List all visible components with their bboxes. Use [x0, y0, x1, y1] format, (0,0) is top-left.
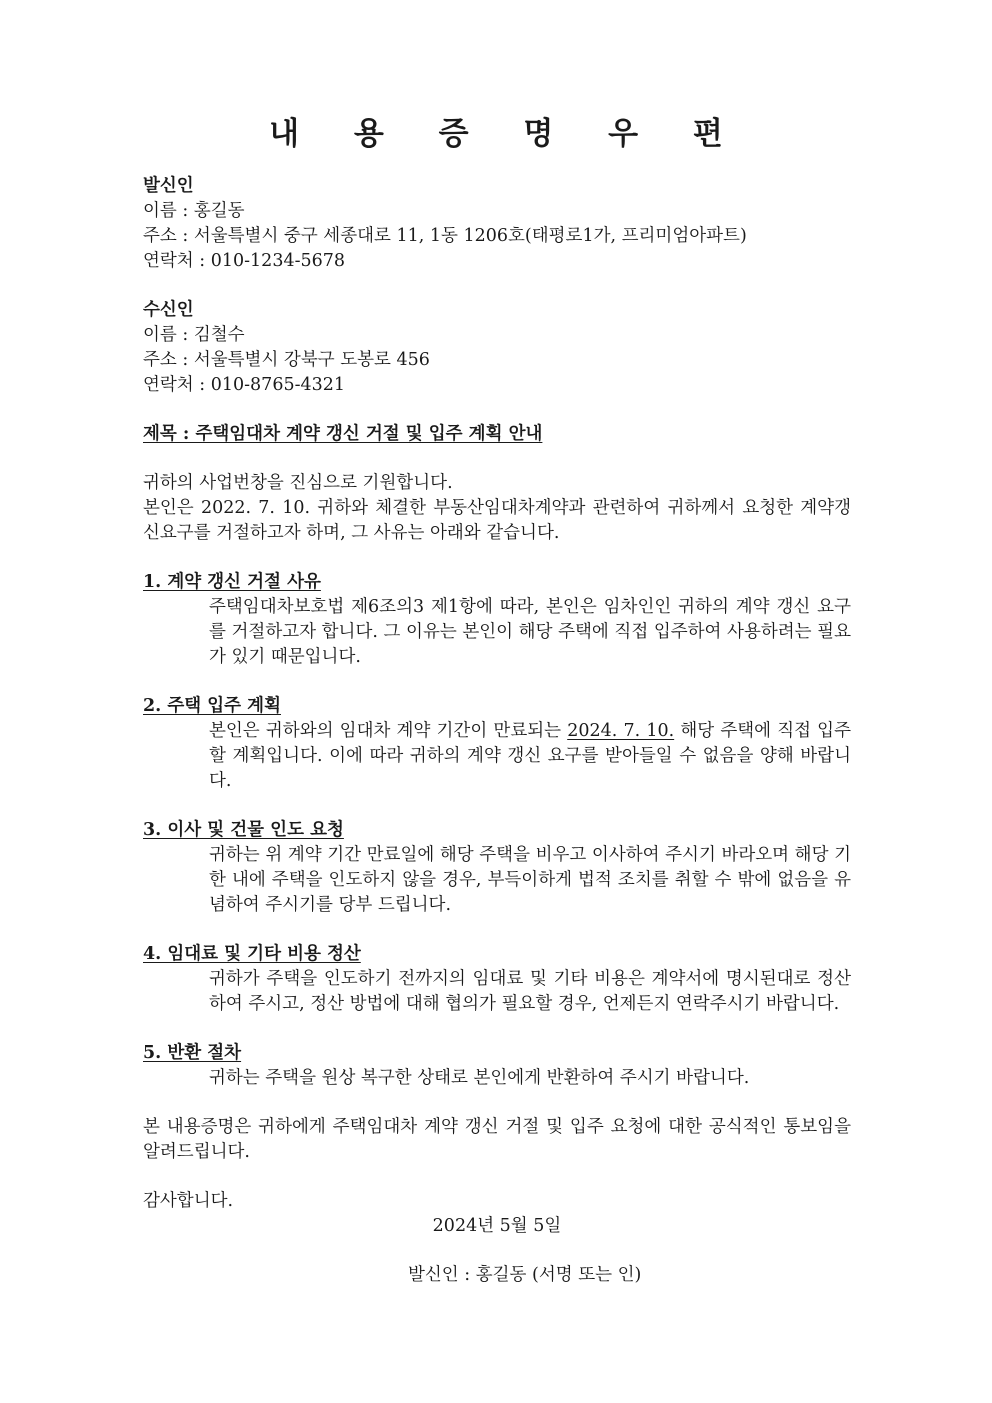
intro-body: 본인은 2022. 7. 10. 귀하와 체결한 부동산임대차계약과 관련하여 귀하께서 요청한 계약갱신요구를 거절하고자 하며, 그 사유는 아래와 같습니다.	[143, 498, 851, 543]
spacer	[143, 1239, 851, 1263]
section-5	[143, 1041, 851, 1091]
sender-signature: 발신인 : 홍길동 (서명 또는 인)	[408, 1265, 642, 1285]
receiver-heading: 수신인	[143, 300, 194, 320]
section-body-text: 본인은 귀하와의 임대차 계약 기간이 만료되는	[209, 721, 568, 741]
sender-name: 이름 : 홍길동	[143, 201, 245, 221]
section-heading: 4. 임대료 및 기타 비용 정산	[143, 944, 361, 964]
sender-block	[143, 174, 851, 274]
section-heading: 3. 이사 및 건물 인도 요청	[143, 820, 344, 840]
receiver-contact: 연락처 : 010-8765-4321	[143, 375, 346, 395]
intro-greeting: 귀하의 사업번창을 진심으로 기원합니다.	[143, 473, 453, 493]
spacer	[143, 918, 851, 942]
section-body: 귀하가 주택을 인도하기 전까지의 임대료 및 기타 비용은 계약서에 명시된대로 정산하여 주시고, 정산 방법에 대해 협의가 필요할 경우, 언제든지 연락주시기 바랍니다.	[209, 969, 851, 1014]
spacer	[143, 447, 851, 471]
section-4	[143, 942, 851, 1017]
receiver-name: 이름 : 김철수	[143, 325, 245, 345]
section-body	[209, 719, 851, 794]
section-1	[143, 570, 851, 670]
spacer	[143, 670, 851, 694]
section-body: 주택임대차보호법 제6조의3 제1항에 따라, 본인은 임차인인 귀하의 계약 갱신 요구를 거절하고자 합니다. 그 이유는 본인이 해당 주택에 직접 입주하여 사용하려는 필요가 있기 때문입니다.	[209, 597, 851, 667]
spacer	[143, 794, 851, 818]
document-title: 내 용 증 명 우 편	[269, 116, 745, 152]
section-body-text: 해당 주택에 직접 입주할 계획입니다. 이에 따라 귀하의 계약 갱신 요구를 받아들일 수 없음을 양해 바랍니다.	[209, 721, 851, 791]
sender-address: 주소 : 서울특별시 중구 세종대로 11, 1동 1206호(태평로1가, 프리미엄아파트)	[143, 226, 747, 246]
document-body	[143, 174, 851, 1288]
document-date: 2024년 5월 5일	[432, 1216, 562, 1236]
spacer	[143, 398, 851, 422]
move-in-date: 2024. 7. 10.	[567, 721, 675, 741]
section-3	[143, 818, 851, 918]
spacer	[143, 1017, 851, 1041]
section-heading: 5. 반환 절차	[143, 1043, 242, 1063]
receiver-block	[143, 298, 851, 398]
section-body: 귀하는 위 계약 기간 만료일에 해당 주택을 비우고 이사하여 주시기 바라오며 해당 기한 내에 주택을 인도하지 않을 경우, 부득이하게 법적 조치를 취할 수 밖에 없음을 유념하여 주시기를 당부 드립니다.	[209, 845, 851, 915]
closing-notice: 본 내용증명은 귀하에게 주택임대차 계약 갱신 거절 및 입주 요청에 대한 공식적인 통보임을 알려드립니다.	[143, 1117, 851, 1162]
receiver-address: 주소 : 서울특별시 강북구 도봉로 456	[143, 350, 430, 370]
subject-line: 제목 : 주택임대차 계약 갱신 거절 및 입주 계획 안내	[143, 424, 543, 444]
section-2	[143, 694, 851, 794]
spacer	[143, 546, 851, 570]
section-heading: 2. 주택 입주 계획	[143, 696, 281, 716]
sender-contact: 연락처 : 010-1234-5678	[143, 251, 346, 271]
sender-heading: 발신인	[143, 176, 194, 196]
spacer	[143, 1165, 851, 1189]
section-heading: 1. 계약 갱신 거절 사유	[143, 572, 321, 592]
closing-thanks: 감사합니다.	[143, 1191, 234, 1211]
spacer	[143, 274, 851, 298]
spacer	[143, 1091, 851, 1115]
section-body: 귀하는 주택을 원상 복구한 상태로 본인에게 반환하여 주시기 바랍니다.	[209, 1068, 750, 1088]
